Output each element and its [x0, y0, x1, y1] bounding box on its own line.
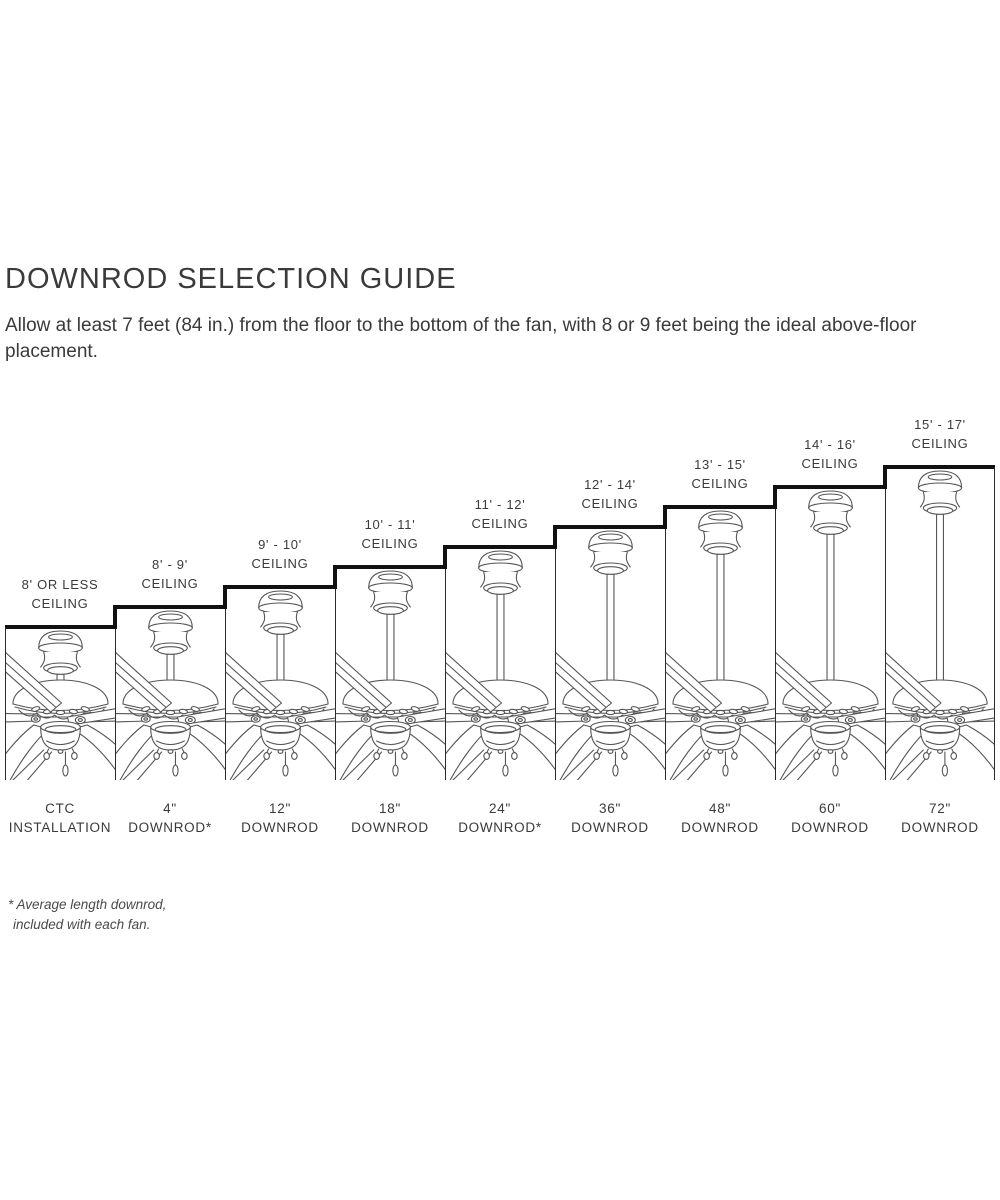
downrod-size-label — [225, 799, 335, 837]
ceiling-range: 14' - 16' — [804, 437, 856, 452]
downrod-size-label — [555, 799, 665, 837]
ceiling-range: 11' - 12' — [474, 497, 526, 512]
downrod-word: DOWNROD* — [128, 820, 212, 835]
ceiling-fan-illustration — [776, 489, 885, 780]
fan-cell-2 — [115, 605, 225, 780]
downrod-size: 48" — [709, 801, 731, 816]
fan-cell-3 — [225, 585, 335, 780]
downrod-word: DOWNROD* — [458, 820, 542, 835]
ceiling-step-riser — [333, 565, 337, 589]
downrod-size-label — [775, 799, 885, 837]
downrod-size-label — [335, 799, 445, 837]
ceiling-fan-illustration — [116, 609, 225, 780]
fan-cell-7 — [665, 505, 775, 780]
ceiling-height-label — [335, 515, 445, 553]
downrod-word: DOWNROD — [351, 820, 429, 835]
fan-cell-6 — [555, 525, 665, 780]
downrod-size: CTC — [45, 801, 75, 816]
ceiling-fan-illustration — [886, 469, 994, 780]
downrod-size: 4" — [163, 801, 177, 816]
ceiling-step-riser — [773, 485, 777, 509]
ceiling-step-riser — [443, 545, 447, 569]
ceiling-range: 13' - 15' — [694, 457, 746, 472]
footnote — [8, 895, 166, 935]
fan-cell-5 — [445, 545, 555, 780]
downrod-size-label — [115, 799, 225, 837]
downrod-word: DOWNROD — [791, 820, 869, 835]
fan-cell-1 — [5, 625, 115, 780]
ceiling-word: CEILING — [801, 456, 859, 471]
ceiling-range: 8' OR LESS — [21, 577, 99, 592]
intro-text: Allow at least 7 feet (84 in.) from the floor to the bottom of the fan, with 8 or 9 feet being the ideal above-floor placement. — [5, 315, 917, 362]
downrod-word: INSTALLATION — [8, 820, 112, 835]
ceiling-word: CEILING — [361, 536, 419, 551]
downrod-size: 12" — [269, 801, 291, 816]
ceiling-range: 10' - 11' — [364, 517, 416, 532]
ceiling-height-label — [555, 475, 665, 513]
downrod-word: DOWNROD — [681, 820, 759, 835]
fan-cell-9 — [885, 465, 995, 780]
ceiling-fan-illustration — [226, 589, 335, 780]
ceiling-fan-illustration — [6, 629, 115, 780]
downrod-size: 24" — [489, 801, 511, 816]
fan-cell-8 — [775, 485, 885, 780]
ceiling-word: CEILING — [141, 576, 199, 591]
downrod-size: 60" — [819, 801, 841, 816]
ceiling-word: CEILING — [691, 476, 749, 491]
ceiling-range: 15' - 17' — [914, 417, 966, 432]
downrod-word: DOWNROD — [241, 820, 319, 835]
ceiling-fan-illustration — [556, 529, 665, 780]
footnote-line1: * Average length downrod, — [8, 897, 167, 912]
ceiling-height-label — [225, 535, 335, 573]
ceiling-word: CEILING — [31, 596, 89, 611]
ceiling-word: CEILING — [251, 556, 309, 571]
downrod-size: 72" — [929, 801, 951, 816]
ceiling-range: 12' - 14' — [584, 477, 636, 492]
ceiling-fan-illustration — [666, 509, 775, 780]
ceiling-word: CEILING — [581, 496, 639, 511]
page-title: DOWNROD SELECTION GUIDE — [5, 263, 457, 295]
ceiling-step-riser — [883, 465, 887, 489]
ceiling-height-label — [445, 495, 555, 533]
downrod-size-label — [5, 799, 115, 837]
footnote-line2: included with each fan. — [13, 917, 151, 932]
downrod-size-label — [885, 799, 995, 837]
ceiling-step-riser — [223, 585, 227, 609]
ceiling-height-label — [775, 435, 885, 473]
downrod-word: DOWNROD — [571, 820, 649, 835]
downrod-size-label — [445, 799, 555, 837]
ceiling-range: 9' - 10' — [258, 537, 302, 552]
ceiling-height-label — [885, 415, 995, 453]
ceiling-word: CEILING — [911, 436, 969, 451]
downrod-word: DOWNROD — [901, 820, 979, 835]
fan-cell-4 — [335, 565, 445, 780]
ceiling-step-riser — [663, 505, 667, 529]
ceiling-height-label — [115, 555, 225, 593]
ceiling-fan-illustration — [336, 569, 445, 780]
ceiling-range: 8' - 9' — [152, 557, 188, 572]
ceiling-step-riser — [113, 605, 117, 629]
ceiling-step-riser — [553, 525, 557, 549]
downrod-size-label — [665, 799, 775, 837]
downrod-size: 36" — [599, 801, 621, 816]
ceiling-height-label — [5, 575, 115, 613]
ceiling-height-label — [665, 455, 775, 493]
downrod-size: 18" — [379, 801, 401, 816]
ceiling-fan-illustration — [446, 549, 555, 780]
ceiling-word: CEILING — [471, 516, 529, 531]
